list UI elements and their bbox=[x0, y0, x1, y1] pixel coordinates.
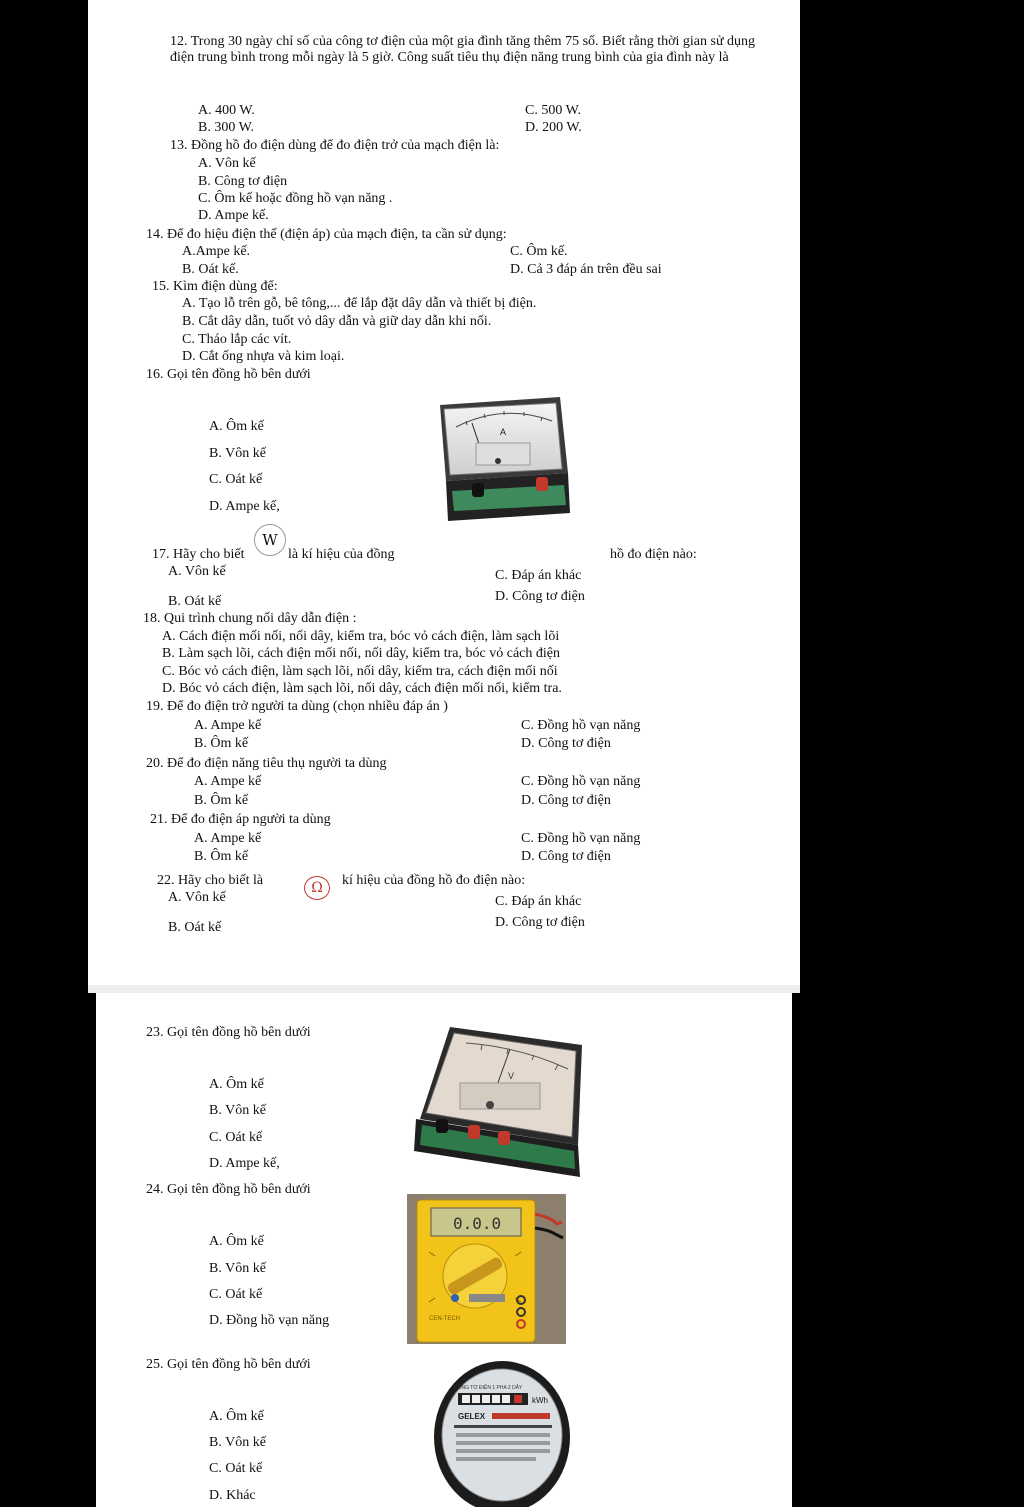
q19-option-b: B. Ôm kế bbox=[194, 736, 249, 751]
electric-meter-unit: kWh bbox=[532, 1396, 548, 1405]
q23-option-d: D. Ampe kế, bbox=[209, 1156, 280, 1171]
q14-option-a: A.Ampe kế. bbox=[182, 244, 251, 259]
question-13: 13. Đồng hồ đo điện dùng để đo điện trở của mạch điện là: bbox=[170, 138, 500, 153]
q17-option-c: C. Đáp án khác bbox=[495, 568, 582, 583]
question-16: 16. Gọi tên đồng hồ bên dưới bbox=[146, 367, 311, 382]
ohm-symbol: Ω bbox=[304, 876, 330, 900]
electric-meter-image bbox=[432, 1359, 572, 1507]
ammeter-dial-letter: A bbox=[500, 427, 507, 437]
question-17-part2: là kí hiệu của đồng bbox=[288, 547, 395, 562]
q21-option-b: B. Ôm kế bbox=[194, 849, 249, 864]
watt-symbol: W bbox=[254, 524, 286, 556]
q23-option-b: B. Vôn kế bbox=[209, 1103, 266, 1118]
q14-option-b: B. Oát kế. bbox=[182, 262, 239, 277]
q25-option-a: A. Ôm kế bbox=[209, 1409, 264, 1424]
q25-option-d: D. Khác bbox=[209, 1488, 256, 1503]
q22-option-d: D. Công tơ điện bbox=[495, 915, 585, 930]
voltmeter-dial-letter: V bbox=[508, 1071, 515, 1081]
voltmeter-image bbox=[410, 1025, 590, 1181]
question-23: 23. Gọi tên đồng hồ bên dưới bbox=[146, 1025, 311, 1040]
q20-option-c: C. Đồng hồ vạn năng bbox=[521, 774, 641, 789]
q17-option-b: B. Oát kế bbox=[168, 594, 222, 609]
q15-option-a: A. Tạo lỗ trên gỗ, bê tông,... để lắp đặt dây dẫn và thiết bị điện. bbox=[182, 296, 537, 311]
q12-option-b: B. 300 W. bbox=[198, 120, 255, 135]
multimeter-image bbox=[407, 1194, 566, 1344]
q23-option-c: C. Oát kế bbox=[209, 1130, 263, 1145]
question-17-part1: 17. Hãy cho biết bbox=[152, 547, 245, 562]
question-17-part3: hồ đo điện nào: bbox=[610, 547, 697, 562]
q17-option-a: A. Vôn kế bbox=[168, 564, 226, 579]
question-24: 24. Gọi tên đồng hồ bên dưới bbox=[146, 1182, 311, 1197]
q16-option-c: C. Oát kế bbox=[209, 472, 263, 487]
q13-option-c: C. Ôm kế hoặc đồng hồ vạn năng . bbox=[198, 191, 393, 206]
q18-option-d: D. Bóc vỏ cách điện, làm sạch lõi, nối dây, cách điện mối nối, kiểm tra. bbox=[162, 681, 562, 696]
multimeter-display: 0.0.0 bbox=[453, 1214, 502, 1233]
q20-option-b: B. Ôm kế bbox=[194, 793, 249, 808]
q19-option-d: D. Công tơ điện bbox=[521, 736, 611, 751]
q16-option-b: B. Vôn kế bbox=[209, 446, 266, 461]
q18-option-a: A. Cách điện mối nối, nối dây, kiểm tra, bóc vỏ cách điện, làm sạch lõi bbox=[162, 629, 560, 644]
electric-meter-title: CÔNG TƠ ĐIỆN 1 PHA 2 DÂY bbox=[454, 1385, 523, 1391]
multimeter-brand: CEN-TECH bbox=[429, 1316, 460, 1322]
q20-option-a: A. Ampe kế bbox=[194, 774, 262, 789]
q24-option-a: A. Ôm kế bbox=[209, 1234, 264, 1249]
q22-option-a: A. Vôn kế bbox=[168, 890, 226, 905]
question-20: 20. Để đo điện năng tiêu thụ người ta dùng bbox=[146, 756, 387, 771]
q19-option-c: C. Đồng hồ vạn năng bbox=[521, 718, 641, 733]
q21-option-d: D. Công tơ điện bbox=[521, 849, 611, 864]
q20-option-d: D. Công tơ điện bbox=[521, 793, 611, 808]
q12-option-a: A. 400 W. bbox=[198, 103, 255, 118]
q18-option-b: B. Làm sạch lõi, cách điện mối nối, nối dây, kiểm tra, bóc vỏ cách điện bbox=[162, 646, 560, 661]
q19-option-a: A. Ampe kế bbox=[194, 718, 262, 733]
question-12: 12. Trong 30 ngày chỉ số của công tơ điện của một gia đình tăng thêm 75 số. Biết rằng thời gian sử dụng điện trung bình trong mỗi ngày là 5 giờ. Công suất tiêu thụ điện năng trung bình của gia đình này là bbox=[170, 34, 756, 65]
q15-option-d: D. Cắt ống nhựa và kim loại. bbox=[182, 349, 345, 364]
q21-option-c: C. Đồng hồ vạn năng bbox=[521, 831, 641, 846]
q13-option-d: D. Ampe kế. bbox=[198, 208, 269, 223]
q13-option-a: A. Vôn kế bbox=[198, 156, 256, 171]
q16-option-d: D. Ampe kế, bbox=[209, 499, 280, 514]
question-22-part1: 22. Hãy cho biết là bbox=[157, 873, 264, 888]
page-gap bbox=[88, 985, 800, 993]
document-page-2 bbox=[96, 993, 792, 1507]
q13-option-b: B. Công tơ điện bbox=[198, 174, 288, 189]
q14-option-c: C. Ôm kế. bbox=[510, 244, 568, 259]
q15-option-b: B. Cắt dây dẫn, tuốt vỏ dây dẫn và giữ day dẫn khi nối. bbox=[182, 314, 492, 329]
document-page-1 bbox=[88, 0, 800, 985]
question-19: 19. Để đo điện trở người ta dùng (chọn nhiều đáp án ) bbox=[146, 699, 448, 714]
q24-option-b: B. Vôn kế bbox=[209, 1261, 266, 1276]
question-22-part2: kí hiệu của đồng hồ đo điện nào: bbox=[342, 873, 526, 888]
q25-option-c: C. Oát kế bbox=[209, 1461, 263, 1476]
q24-option-c: C. Oát kế bbox=[209, 1287, 263, 1302]
q18-option-c: C. Bóc vỏ cách điện, làm sạch lõi, nối dây, kiểm tra, cách điện mối nối bbox=[162, 664, 558, 679]
q16-option-a: A. Ôm kế bbox=[209, 419, 264, 434]
q24-option-d: D. Đồng hồ vạn năng bbox=[209, 1313, 330, 1328]
question-21: 21. Để đo điện áp người ta dùng bbox=[150, 812, 331, 827]
question-25: 25. Gọi tên đồng hồ bên dưới bbox=[146, 1357, 311, 1372]
q21-option-a: A. Ampe kế bbox=[194, 831, 262, 846]
q23-option-a: A. Ôm kế bbox=[209, 1077, 264, 1092]
question-15: 15. Kìm điện dùng để: bbox=[152, 279, 278, 294]
electric-meter-brand: GELEX bbox=[458, 1412, 486, 1421]
q25-option-b: B. Vôn kế bbox=[209, 1435, 266, 1450]
q15-option-c: C. Tháo lắp các vít. bbox=[182, 332, 292, 347]
question-14: 14. Để đo hiệu điện thế (điện áp) của mạch điện, ta cần sử dụng: bbox=[146, 227, 507, 242]
ammeter-image bbox=[432, 395, 578, 525]
q14-option-d: D. Cả 3 đáp án trên đều sai bbox=[510, 262, 662, 277]
q12-option-d: D. 200 W. bbox=[525, 120, 582, 135]
q17-option-d: D. Công tơ điện bbox=[495, 589, 585, 604]
q12-option-c: C. 500 W. bbox=[525, 103, 582, 118]
q22-option-b: B. Oát kế bbox=[168, 920, 222, 935]
question-18: 18. Qui trình chung nối dây dẫn điện : bbox=[143, 611, 357, 626]
q22-option-c: C. Đáp án khác bbox=[495, 894, 582, 909]
